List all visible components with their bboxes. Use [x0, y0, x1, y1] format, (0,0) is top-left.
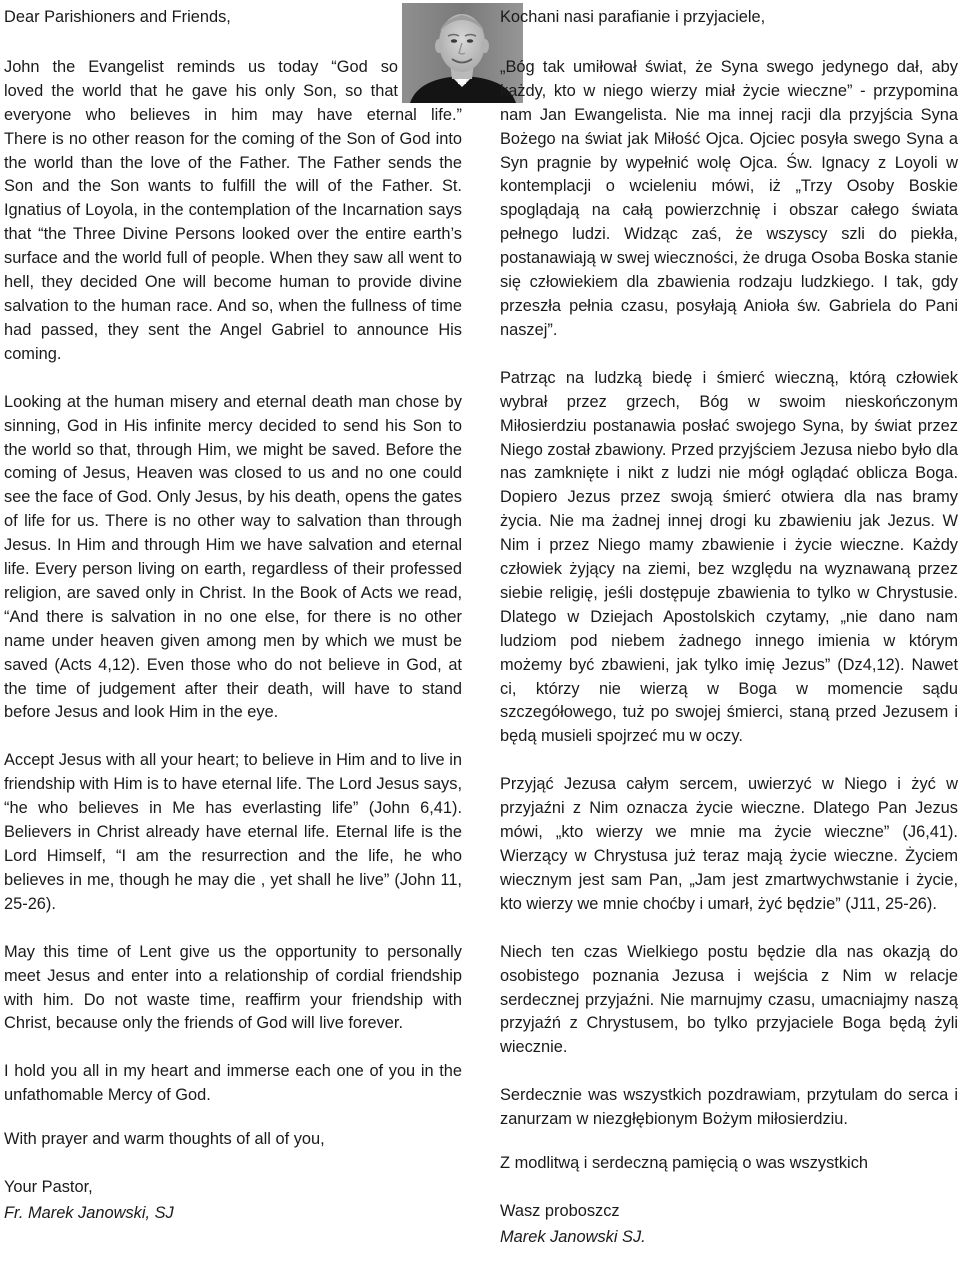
- polish-sign-name: Marek Janowski SJ.: [500, 1227, 646, 1246]
- polish-paragraph-2: Patrząc na ludzką biedę i śmierć wieczną, którą człowiek wybrał przez grzech, Bóg w swoim nieskończonym Miłosierdziu postanawia posłać swojego Syna, by świat przez Niego został zbawiony. Przed przyjściem Jezusa niebo było dla nas zamknięte i nikt z ludzi nie mógł oglądać oblicza Boga. Dopiero Jezus przez swoją śmierć otwiera dla nas bramy życia. Nie ma żadnej innej drogi ku zbawieniu jak Jezus. W Nim i przez Niego mamy zbawienie i życie wieczne. Każdy człowiek żyjący na ziemi, bez względu na wyznawaną przez siebie religię, jeśli dostępuje zbawienia to tylko w Chrystusie. Dlatego w Dziejach Apostolskich czytamy, „nie dano nam ludziom pod niebem żadnego innego imienia w którym możemy być zbawieni, jak tylko imię Jezus” (Dz4,12). Nawet ci, którzy nie wierzą w Boga w momencie sądu szczegółowego, tuż po swojej śmierci, staną przed Jezusem i będą musieli spojrzeć mu w oczy.: [500, 368, 958, 746]
- english-p1-line-3: everyone who believes in him may have eternal life.”: [4, 105, 462, 124]
- polish-column: [500, 6, 958, 1250]
- english-p1-line-2: loved the world that he gave his only Son, so that: [4, 81, 398, 100]
- polish-paragraph-5: Serdecznie was wszystkich pozdrawiam, przytulam do serca i zanurzam w niezgłębionym Bożym miłosierdziu.: [500, 1086, 958, 1129]
- english-paragraph-1: [4, 56, 462, 367]
- polish-closing: Z modlitwą i serdeczną pamięcią o was wszystkich: [500, 1154, 869, 1173]
- polish-salutation: Kochani nasi parafianie i przyjaciele,: [500, 8, 766, 26]
- english-sign-title: Your Pastor,: [4, 1178, 93, 1197]
- polish-paragraph-3: Przyjąć Jezusa całym sercem, uwierzyć w Niego i żyć w przyjaźni z Nim oznacza życie wieczne. Dlatego Pan Jezus mówi, „kto wierzy we mnie ma życie wieczne” (J6,41). Wierzący w Chrystusa już teraz mają życie wieczne. Życiem wiecznym jest sam Pan, „Jam jest zmartwychwstanie i życie, kto wierzy we mnie choćby i umarł, żyć będzie” (J11, 25-26).: [500, 775, 958, 913]
- english-closing: With prayer and warm thoughts of all of you,: [4, 1130, 325, 1149]
- english-paragraph-2: Looking at the human misery and eternal death man chose by sinning, God in His infinite mercy decided to send his Son to the world so that, through Him, we might be saved. Before the coming of Jesus, Heaven was closed to us and no one could see the face of God. Only Jesus, by his death, opens the gates of life for us. There is no other way to salvation than through Jesus. In Him and through Him we have salvation and eternal life. Every person living on earth, regardless of their professed religion, are saved only in Christ. In the Book of Acts we read, “And there is salvation in no one else, for there is no other name under heaven given among men by which we must be saved (Acts 4,12). Even those who do not believe in God, at the time of judgement after their death, will have to stand before Jesus and look Him in the eye.: [4, 392, 462, 722]
- english-sign-name: Fr. Marek Janowski, SJ: [4, 1203, 174, 1222]
- english-column: [4, 6, 462, 1226]
- polish-sign-title: Wasz proboszcz: [500, 1201, 620, 1220]
- english-paragraph-5: I hold you all in my heart and immerse each one of you in the unfathomable Mercy of God.: [4, 1062, 462, 1105]
- polish-paragraph-4: Niech ten czas Wielkiego postu będzie dla nas okazją do osobistego poznania Jezusa i wejścia z Nim w relacje serdecznej przyjaźni. Nie marnujmy czasu, umacniajmy naszą przyjaźń z Chrystusem, bo tylko przyjaciele Boga będą żyli wiecznie.: [500, 942, 958, 1057]
- english-paragraph-4: May this time of Lent give us the opportunity to personally meet Jesus and enter into a relationship of cordial friendship with him. Do not waste time, reaffirm your friendship with Christ, because only the friends of God will live forever.: [4, 942, 462, 1033]
- english-paragraph-3: Accept Jesus with all your heart; to believe in Him and to live in friendship with Him is to have eternal life. The Lord Jesus says, “he who believes in Me has everlasting life” (John 6,41). Believers in Christ already have eternal life. Eternal life is the Lord Himself, “I am the resurrection and the life, he who believes in me, though he may die , yet shall he live” (John 11, 25-26).: [4, 751, 462, 913]
- english-p1-line-1: John the Evangelist reminds us today “God so: [4, 57, 398, 76]
- english-p1-rest: There is no other reason for the coming of the Son of God into the world than the love of the Father. The Father sends the Son and the Son wants to fulfill the will of the Father. St. Ignatius of Loyola, in the contemplation of the Incarnation says that “the Three Divine Persons looked over the entire earth’s surface and the world full of people. When they saw all went to hell, they decided One will become human to provide divine salvation to the human race. And so, when the fullness of time had passed, they sent the Angel Gabriel to announce His coming.: [4, 129, 462, 363]
- polish-paragraph-1: „Bóg tak umiłował świat, że Syna swego jedynego dał, aby każdy, kto w niego wierzy miał życie wieczne” - przypomina nam Jan Ewangelista. Nie ma innej racji dla przyjścia Syna Bożego na świat jak Miłość Ojca. Ojciec posyła swego Syna a Syn pragnie by wypełnić wolę Ojca. Św. Ignacy z Loyoli w kontemplacji o wcieleniu mówi, iż „Trzy Osoby Boskie spoglądają na całą powierzchnię i obszar całego świata pełnego ludzi. Widząc zaś, że wszyscy szli do piekła, postanawiają w swej wieczności, że druga Osoba Boska stanie się człowiekiem dla zbawienia rodzaju ludzkiego. I tak, gdy przeszła pełnia czasu, posyłają Anioła św. Gabriela do Pani naszej”.: [500, 57, 958, 339]
- english-salutation: Dear Parishioners and Friends,: [4, 8, 231, 26]
